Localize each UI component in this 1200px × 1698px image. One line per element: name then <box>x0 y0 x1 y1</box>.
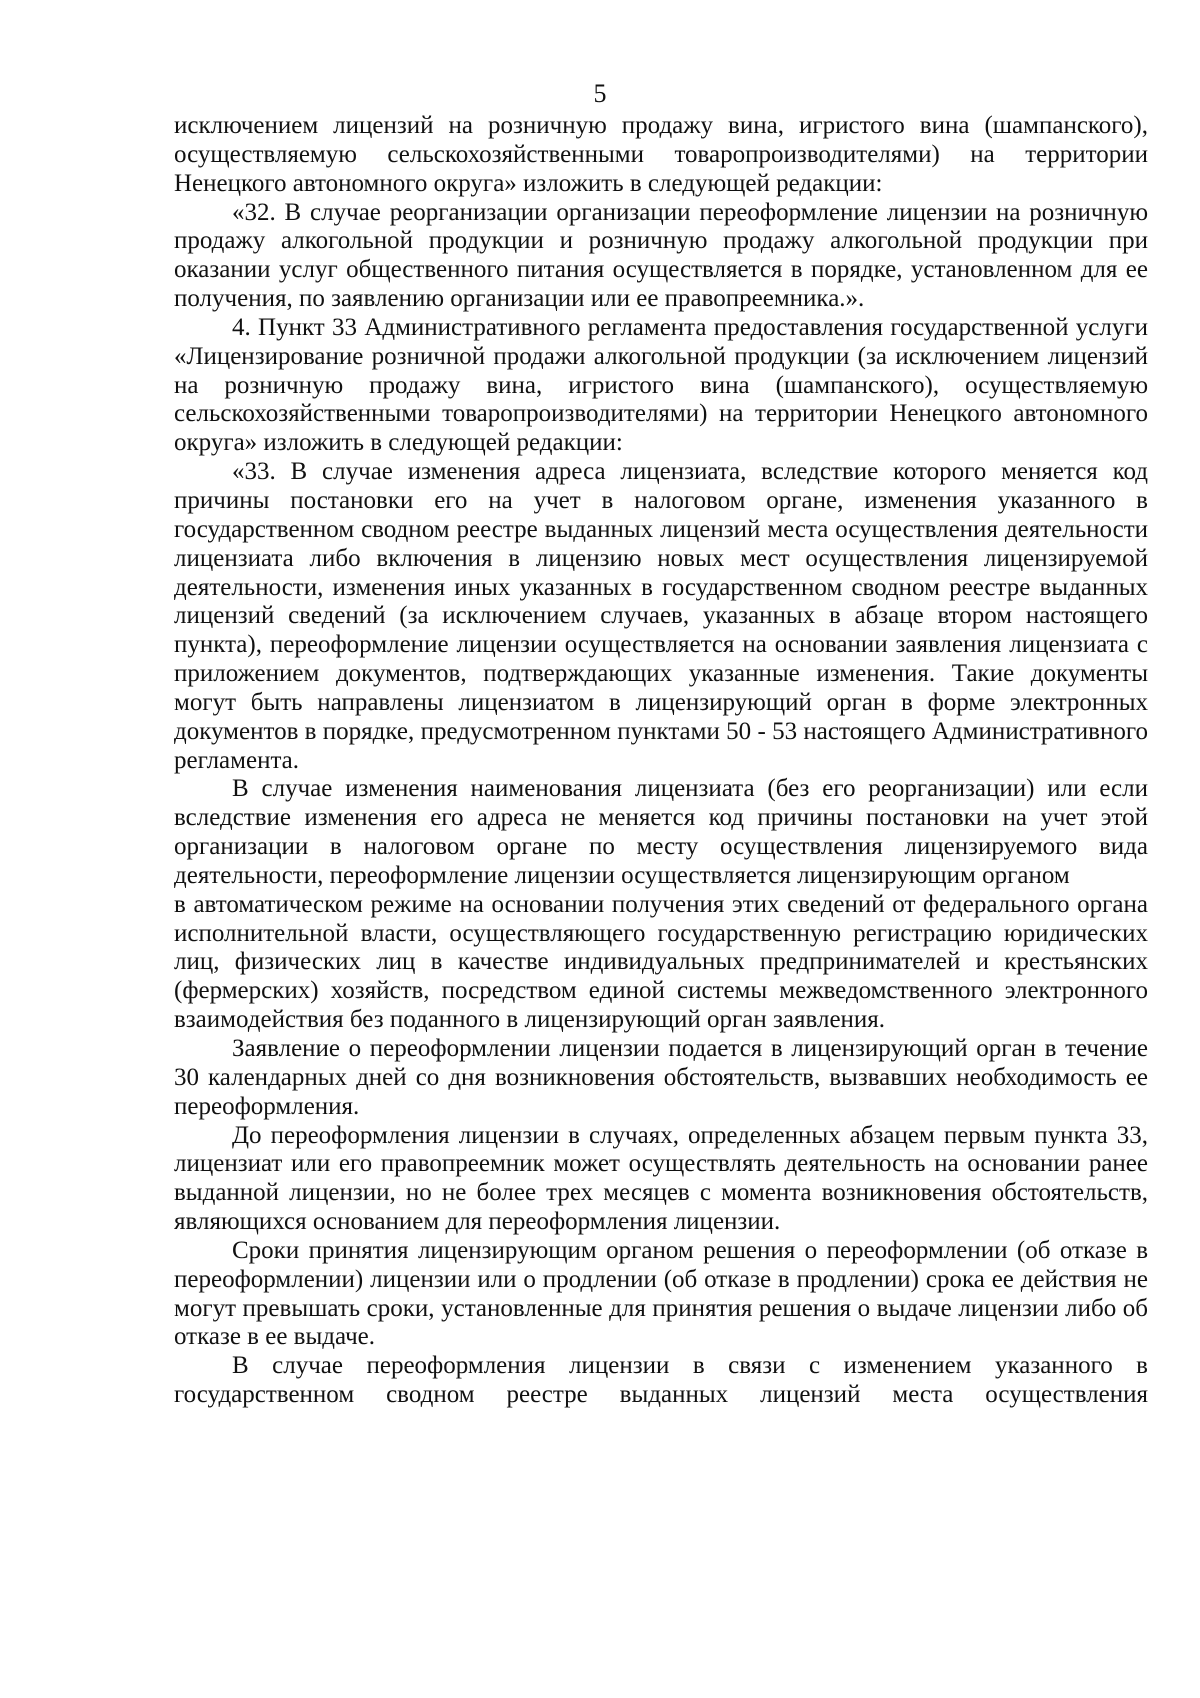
paragraph-continuation: исключением лицензий на розничную продажу вина, игристого вина (шампанского), осуществляемую сельскохозяйственными товаропроизводителями) на территории Ненецкого автономного округа» изложить в следующей редакции: <box>174 112 1148 197</box>
paragraph-before-reissue: До переоформления лицензии в случаях, определенных абзацем первым пункта 33, лицензиат или его правопреемник может осуществлять деятельность на основании ранее выданной лицензии, но не более трех месяцев с момента возникновения обстоятельств, являющихся основанием для переоформления лицензии. <box>174 1121 1148 1236</box>
document-body <box>174 112 1148 1410</box>
paragraph-automatic-mode: в автоматическом режиме на основании получения этих сведений от федерального органа исполнительной власти, осуществляющего государственную регистрацию юридических лиц, физических лиц в качестве индивидуальных предпринимателей и крестьянских (фермерских) хозяйств, посредством единой системы межведомственного электронного взаимодействия без поданного в лицензирующий орган заявления. <box>174 890 1148 1034</box>
paragraph-clause-32: «32. В случае реорганизации организации переоформление лицензии на розничную продажу алкогольной продукции и розничную продажу алкогольной продукции при оказании услуг общественного питания осуществляется в порядке, установленном для ее получения, по заявлению организации или ее правопреемника.». <box>174 198 1148 313</box>
page-number: 5 <box>593 79 607 108</box>
paragraph-application-deadline: Заявление о переоформлении лицензии подается в лицензирующий орган в течение 30 календарных дней со дня возникновения обстоятельств, вызвавших необходимость ее переоформления. <box>174 1035 1148 1120</box>
paragraph-name-change: В случае изменения наименования лицензиата (без его реорганизации) или если вследствие изменения его адреса не меняется код причины постановки на учет этой организации в налоговом органе по месту осуществления лицензируемого вида деятельности, переоформление лицензии осуществляется лицензирующим органом <box>174 775 1148 889</box>
paragraph-clause-33: «33. В случае изменения адреса лицензиата, вследствие которого меняется код причины постановки его на учет в налоговом органе, изменения указанного в государственном сводном реестре выданных лицензий места осуществления деятельности лицензиата либо включения в лицензию новых мест осуществления лицензируемой деятельности, изменения иных указанных в государственном сводном реестре выданных лицензий сведений (за исключением случаев, указанных в абзаце втором настоящего пункта), переоформление лицензии осуществляется на основании заявления лицензиата с приложением документов, подтверждающих указанные изменения. Такие документы могут быть направлены лицензиатом в лицензирующий орган в форме электронных документов в порядке, предусмотренном пунктами 50 - 53 настоящего Административного регламента. <box>174 458 1148 774</box>
paragraph-place-change: В случае переоформления лицензии в связи с изменением указанного в государственном сводном реестре выданных лицензий места осуществления <box>174 1352 1148 1409</box>
paragraph-decision-terms: Сроки принятия лицензирующим органом решения о переоформлении (об отказе в переоформлении) лицензии или о продлении (об отказе в продлении) срока ее действия не могут превышать сроки, установленные для принятия решения о выдаче лицензии либо об отказе в ее выдаче. <box>174 1236 1148 1351</box>
paragraph-item-4: 4. Пункт 33 Административного регламента предоставления государственной услуги «Лицензирование розничной продажи алкогольной продукции (за исключением лицензий на розничную продажу вина, игристого вина (шампанского), осуществляемую сельскохозяйственными товаропроизводителями) на территории Ненецкого автономного округа» изложить в следующей редакции: <box>174 313 1148 457</box>
